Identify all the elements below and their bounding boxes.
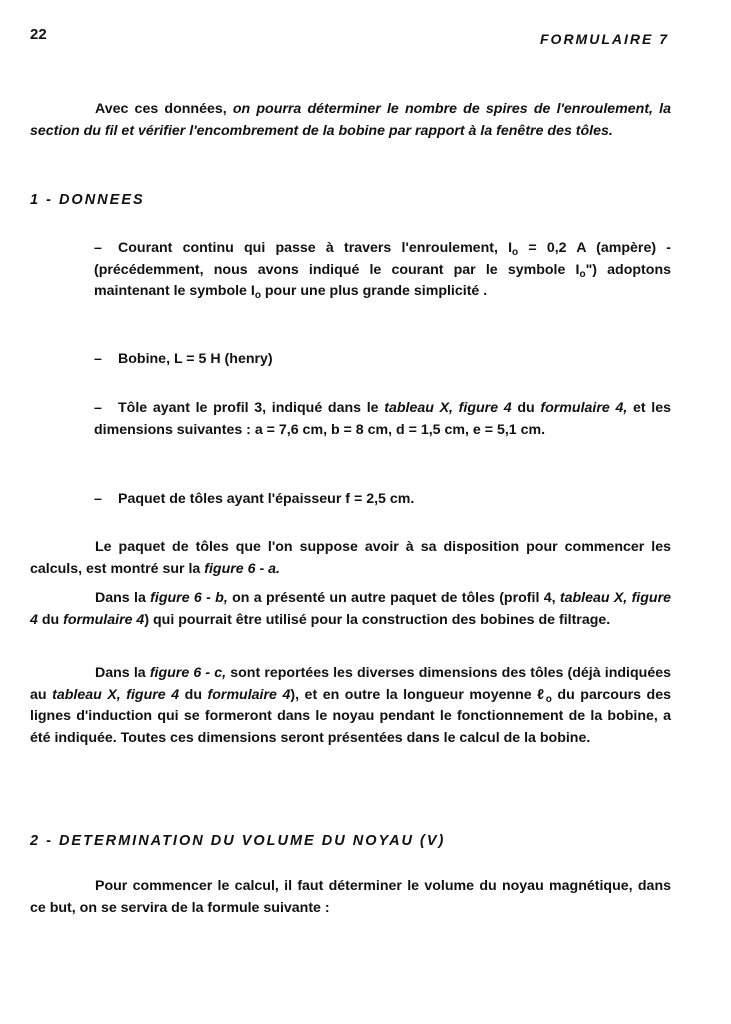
item1-text-d: pour une plus grande simplicité . bbox=[260, 283, 488, 299]
item3-text-e: et les dimensions suivantes : a = 7,6 cm, b = 8 cm, d = 1,5 cm, e = 5,1 cm. bbox=[94, 400, 672, 438]
paragraph-fig6c bbox=[30, 663, 671, 749]
p1-text-a: Le paquet de tôles que l'on suppose avoir à sa disposition pour commencer les calculs, est montré sur la bbox=[30, 539, 671, 577]
p3-sub: o bbox=[545, 693, 552, 705]
item3-text-a: Tôle ayant le profil 3, indiqué dans le bbox=[118, 400, 385, 416]
p3-text-b: figure 6 - c, bbox=[149, 665, 227, 681]
item1-text-b: = 0,2 A (ampère) - (précédemment, nous avons indiqué le courant par le symbole I bbox=[94, 240, 671, 278]
list-item-sheet bbox=[94, 398, 671, 441]
page-number: 22 bbox=[30, 26, 47, 43]
p3-text-e: du bbox=[179, 686, 208, 703]
paragraph-fig6b bbox=[30, 588, 671, 631]
list-item-current bbox=[94, 238, 671, 303]
item3-text-c: du bbox=[511, 400, 541, 416]
item2-text: Bobine, L = 5 H (henry) bbox=[118, 351, 273, 367]
item3-text-b: tableau X, figure 4 bbox=[384, 400, 512, 416]
intro-paragraph bbox=[30, 99, 671, 142]
item1-text-a: Courant continu qui passe à travers l'enroulement, I bbox=[118, 240, 513, 256]
p2-text-a: Dans la bbox=[95, 590, 151, 606]
list-dash: – bbox=[94, 240, 102, 256]
intro-text-b: on pourra déterminer le nombre de spires de l'enroulement, la section du fil et vérifier l'encombrement de la bobine par rapport à la fenêtre des tôles. bbox=[30, 101, 671, 139]
running-title: FORMULAIRE 7 bbox=[540, 31, 669, 47]
p3-text-g: ), et en outre la longueur moyenne ℓ bbox=[290, 686, 546, 703]
p2-text-d: tableau X, figure 4 bbox=[30, 590, 671, 628]
p2-text-f: formulaire 4 bbox=[63, 611, 145, 628]
p2-text-e: du bbox=[37, 611, 64, 628]
section-1-heading: 1 - DONNEES bbox=[30, 192, 145, 208]
p1-text-b: figure 6 - a. bbox=[204, 560, 280, 577]
p2-text-c: on a présenté un autre paquet de tôles (profil 4, bbox=[227, 590, 560, 606]
list-dash: – bbox=[94, 491, 102, 507]
p3-text-d: tableau X, figure 4 bbox=[52, 686, 180, 703]
item1-sub1: o bbox=[512, 247, 519, 258]
item1-text-c: ") adoptons maintenant le symbole I bbox=[94, 261, 672, 299]
p3-text-f: formulaire 4 bbox=[207, 686, 291, 703]
item4-text: Paquet de tôles ayant l'épaisseur f = 2,5 cm. bbox=[118, 491, 415, 507]
p2-text-g: ) qui pourrait être utilisé pour la construction des bobines de filtrage. bbox=[144, 611, 611, 628]
paragraph-fig6a bbox=[30, 537, 671, 580]
list-dash: – bbox=[94, 351, 102, 367]
p3-text-c: sont reportées les diverses dimensions des tôles (déjà indiquées au bbox=[30, 665, 671, 703]
intro-text-a: Avec ces données, bbox=[95, 101, 233, 117]
section-2-heading: 2 - DETERMINATION DU VOLUME DU NOYAU (V) bbox=[30, 833, 446, 849]
item1-sub2: o bbox=[579, 268, 586, 280]
item3-text-d: formulaire 4, bbox=[540, 400, 628, 416]
paragraph-volume: Pour commencer le calcul, il faut déterminer le volume du noyau magnétique, dans ce but, on se servira de la formule suivante : bbox=[30, 878, 671, 916]
p3-text-a: Dans la bbox=[95, 665, 150, 681]
list-dash: – bbox=[94, 400, 102, 416]
list-item-stack bbox=[94, 489, 671, 511]
p3-text-h: du parcours des lignes d'induction qui se formeront dans le noyau pendant le fonctionnement de la bobine, a été indiquée. Toutes ces dimensions seront présentées dans le calcul de la bobine. bbox=[30, 686, 672, 746]
list-item-coil bbox=[94, 349, 671, 371]
item1-sub3: o bbox=[254, 290, 261, 301]
p2-text-b: figure 6 - b, bbox=[150, 590, 228, 606]
